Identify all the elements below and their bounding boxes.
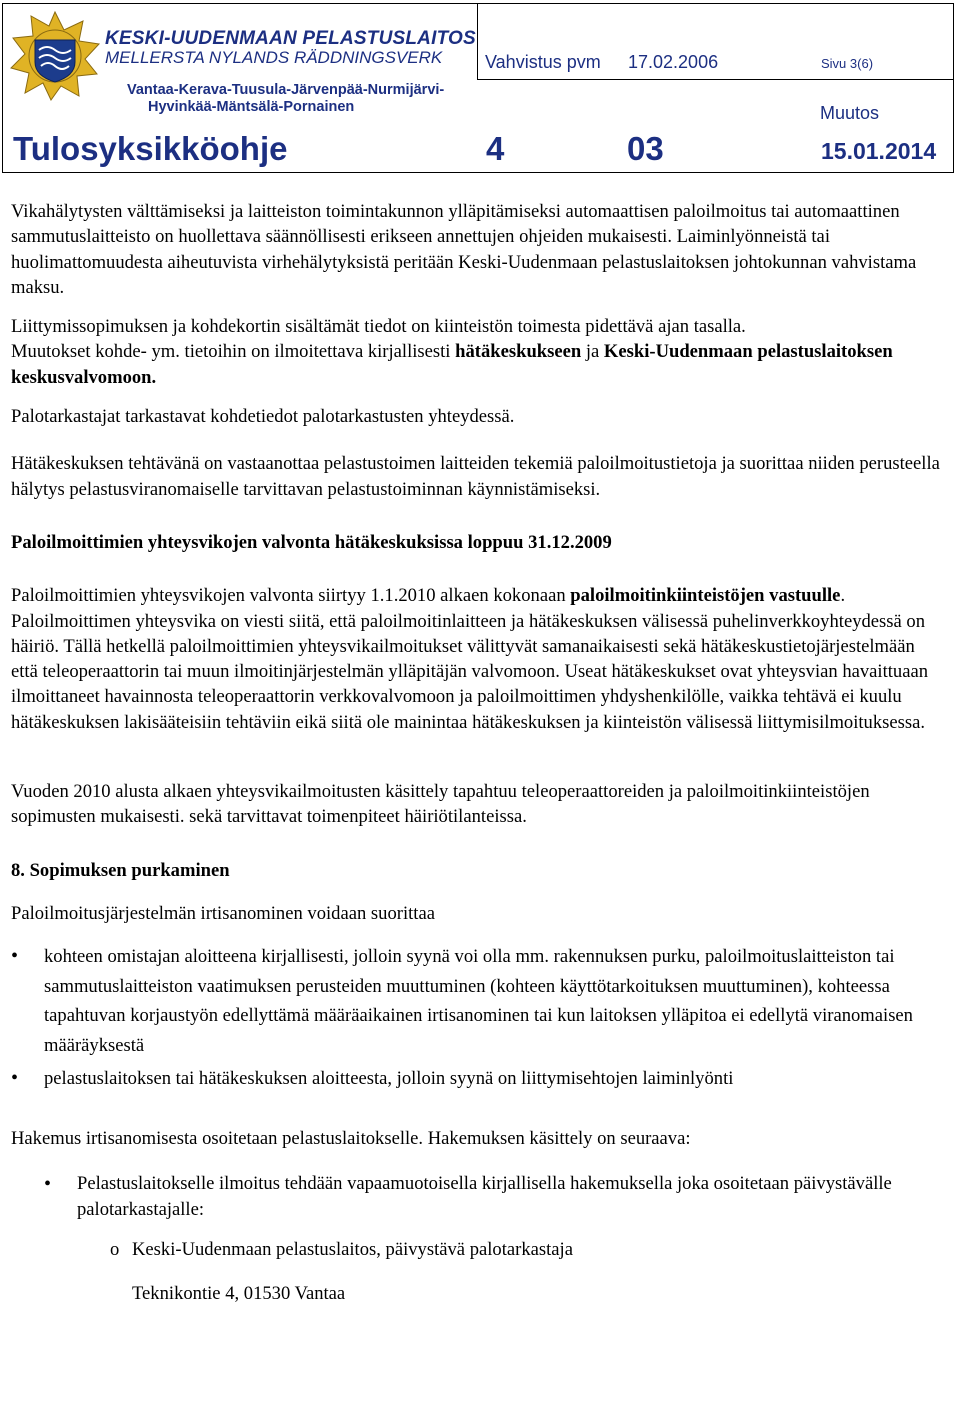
change-date: 15.01.2014	[821, 138, 937, 164]
document-part: 4	[486, 130, 505, 167]
org-name-finnish: KESKI-UUDENMAAN PELASTUSLAITOS	[105, 28, 476, 49]
page-number: Sivu 3(6)	[821, 56, 874, 71]
document-body	[11, 199, 946, 1306]
paragraph-termination-intro: Paloilmoitusjärjestelmän irtisanominen voidaan suorittaa	[11, 902, 435, 924]
paragraph-changes: Muutokset kohde- ym. tietoihin on ilmoitettava kirjallisesti hätäkeskukseen ja Keski-Uudenmaan pelastuslaitoksen keskusvalvomoon.	[11, 341, 893, 388]
application-steps-list	[11, 1171, 946, 1223]
document-header	[2, 3, 954, 173]
paragraph-monitoring-transfer: Paloilmoittimien yhteysvikojen valvonta siirtyy 1.1.2010 alkaen kokonaan paloilmoitinkiinteistöjen vastuulle. Paloilmoittimen yhteysvika on viesti siitä, että paloilmoitinlaitteen ja hätäkeskuksen välisessä puhelinverkkoyhteydessä on häiriö. Tällä hetkellä paloilmoittimien yhteysvikailmoitukset välittyvät samanaikaisesti sekä hätäkeskustietojärjestelmään että teleoperaattorin tai muun ilmoitinjärjestelmän ylläpitäjän valvomoon. Useat hätäkeskukset ovat yhteysvian havaittuaan ilmoittaneet havainnosta teleoperaattorin verkkovalvomoon ja paloilmoittimen yhdyshenkilölle, vaikka tehtävä ei kuulu hätäkeskuksen lakisääteisiin tehtäviin eikä siitä ole mainintaa hätäkeskuksen ja kiinteistön välisessä liittymisilmoituksessa.	[11, 585, 929, 733]
heading-monitoring-ends: Paloilmoittimien yhteysvikojen valvonta hätäkeskuksissa loppuu 31.12.2009	[11, 531, 612, 553]
confirmation-date: 17.02.2006	[628, 52, 719, 72]
paragraph-inspectors: Palotarkastajat tarkastavat kohdetiedot palotarkastusten yhteydessä.	[11, 406, 515, 428]
paragraph-maintenance: Vikahälytysten välttämiseksi ja laitteiston toimintakunnon ylläpitämiseksi automaattisen paloilmoitus tai automaattinen sammutuslaitteisto on huollettava säännöllisesti erikseen annettujen ohjeiden mukaisesti. Laiminlyönneistä tai huolimattomuudesta aiheutuvista virhehälytyksistä peritään Keski-Uudenmaan pelastuslaitoksen johtokunnan vahvistama maksu.	[11, 201, 917, 298]
paragraph-emergency-centre: Hätäkeskuksen tehtävänä on vastaanottaa pelastustoimen laitteiden tekemiä paloilmoitustietoja ja suorittaa niiden perusteella hälytys pelastusviranomaiselle tarvittavan pelastustoiminnan käynnistämiseksi.	[11, 453, 940, 500]
paragraph-application: Hakemus irtisanomisesta osoitetaan pelastuslaitokselle. Hakemuksen käsittely on seuraava:	[11, 1127, 691, 1149]
recipient-address: Teknikontie 4, 01530 Vantaa	[132, 1283, 346, 1305]
change-label: Muutos	[820, 103, 880, 123]
paragraph-from-2010: Vuoden 2010 alusta alkaen yhteysvikailmoitusten käsittely tapahtuu teleoperaattoreiden ja paloilmoitinkiinteistöjen sopimusten mukaisesti. sekä tarvittavat toimenpiteet häiriötilanteissa.	[11, 781, 870, 828]
paragraph-contract-info: Liittymissopimuksen ja kohdekortin sisältämät tiedot on kiinteistön toimesta pidettävä ajan tasalla.	[11, 316, 746, 338]
heading-termination: 8. Sopimuksen purkaminen	[11, 859, 230, 881]
list-item: • kohteen omistajan aloitteena kirjallisesti, jolloin syynä voi olla mm. rakennuksen purku, paloilmoituslaitteiston tai sammutuslaitteiston vaatimuksen perusteiden muuttuminen (kohteen käyttötarkoituksen muuttuminen), kohteessa tapahtuvan korjaustyön edellyttämä määräaikainen irtisanominen tai kun laitoksen ylläpitoa ei edellytä viranomaisen määräyksestä	[11, 942, 946, 1060]
org-cities-line1: Vantaa-Kerava-Tuusula-Järvenpää-Nurmijärvi-	[127, 82, 445, 98]
document-title: Tulosyksikköohje	[13, 130, 288, 167]
list-item: o Keski-Uudenmaan pelastuslaitos, päivystävä palotarkastaja	[11, 1237, 946, 1263]
document-number: 03	[627, 130, 664, 167]
list-item: • pelastuslaitoksen tai hätäkeskuksen aloitteesta, jolloin syynä on liittymisehtojen laiminlyönti	[11, 1064, 946, 1094]
list-item: • Pelastuslaitokselle ilmoitus tehdään vapaamuotoisella kirjallisella hakemuksella joka osoitetaan päivystävälle palotarkastajalle:	[11, 1171, 946, 1223]
confirmation-date-label: Vahvistus pvm	[485, 52, 601, 72]
org-name-swedish: MELLERSTA NYLANDS RÄDDNINGSVERK	[105, 48, 443, 67]
header-divider-vertical	[477, 4, 478, 79]
header-divider-horizontal	[477, 79, 953, 80]
recipient-list	[11, 1237, 946, 1263]
termination-reasons-list	[11, 942, 946, 1094]
org-cities-line2: Hyvinkää-Mäntsälä-Pornainen	[148, 99, 355, 115]
fire-rescue-emblem-icon	[9, 10, 101, 102]
